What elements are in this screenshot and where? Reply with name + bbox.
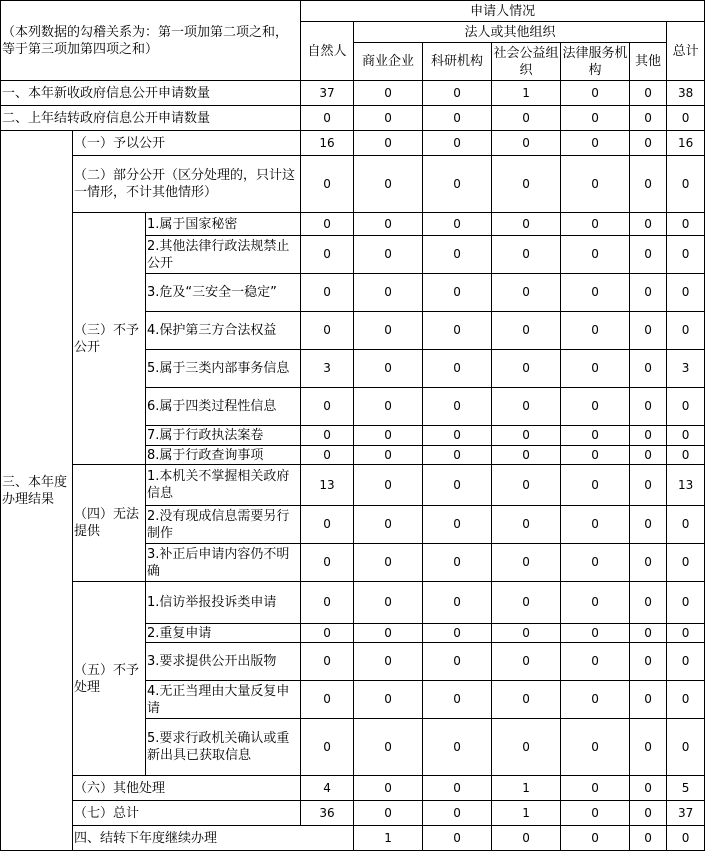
row-label: （一）予以公开 xyxy=(73,131,301,156)
cell-value: 0 xyxy=(561,156,630,213)
cell-value: 0 xyxy=(492,826,561,851)
table-row xyxy=(1,131,705,156)
cell-value: 0 xyxy=(423,446,492,465)
cell-value: 0 xyxy=(492,131,561,156)
cell-value: 0 xyxy=(354,156,423,213)
row-label: （六）其他处理 xyxy=(73,776,301,801)
table-row xyxy=(1,81,705,106)
cell-value: 0 xyxy=(630,506,667,544)
row-label: 5.属于三类内部事务信息 xyxy=(146,350,301,388)
cell-value: 0 xyxy=(423,719,492,776)
cell-value: 0 xyxy=(667,426,705,446)
cell-value: 0 xyxy=(561,350,630,388)
cell-value: 0 xyxy=(423,274,492,312)
cell-value: 0 xyxy=(630,156,667,213)
cell-value: 0 xyxy=(354,426,423,446)
table-row xyxy=(1,776,705,801)
cell-value: 1 xyxy=(354,826,423,851)
row-label: 6.属于四类过程性信息 xyxy=(146,388,301,426)
cell-value: 0 xyxy=(561,624,630,643)
cell-value: 37 xyxy=(667,801,705,826)
cell-value: 0 xyxy=(423,213,492,236)
row-label: 3.要求提供公开出版物 xyxy=(146,643,301,681)
cell-value: 0 xyxy=(301,236,354,274)
cell-value: 0 xyxy=(492,213,561,236)
cell-value: 0 xyxy=(301,446,354,465)
cell-value: 0 xyxy=(667,506,705,544)
table-row xyxy=(1,106,705,131)
cell-value: 0 xyxy=(354,213,423,236)
cell-value: 0 xyxy=(423,801,492,826)
cell-value: 0 xyxy=(354,312,423,350)
cell-value: 0 xyxy=(423,624,492,643)
row-label: （七）总计 xyxy=(73,801,301,826)
row-label: 2.重复申请 xyxy=(146,624,301,643)
cell-value: 0 xyxy=(301,544,354,582)
cell-value: 0 xyxy=(492,426,561,446)
cell-value: 0 xyxy=(561,506,630,544)
cell-value: 0 xyxy=(667,582,705,624)
cell-value: 3 xyxy=(301,350,354,388)
cell-value: 0 xyxy=(492,236,561,274)
cell-value: 0 xyxy=(667,544,705,582)
header-other: 其他 xyxy=(630,43,667,81)
cell-value: 0 xyxy=(354,643,423,681)
cell-value: 0 xyxy=(423,236,492,274)
table-row xyxy=(1,213,705,236)
table-row xyxy=(1,156,705,213)
row-label: 2.其他法律行政法规禁止公开 xyxy=(146,236,301,274)
header-research: 科研机构 xyxy=(423,43,492,81)
cell-value: 0 xyxy=(630,826,667,851)
cell-value: 0 xyxy=(561,106,630,131)
header-note: （本列数据的勾稽关系为：第一项加第二项之和，等于第三项加第四项之和） xyxy=(1,1,301,81)
cell-value: 0 xyxy=(301,582,354,624)
cell-value: 0 xyxy=(561,388,630,426)
cell-value: 0 xyxy=(492,465,561,506)
cell-value: 1 xyxy=(492,776,561,801)
cell-value: 1 xyxy=(492,801,561,826)
header-row-1 xyxy=(1,1,705,22)
cell-value: 0 xyxy=(492,544,561,582)
cell-value: 0 xyxy=(301,506,354,544)
group4-label: （四）无法提供 xyxy=(73,465,146,582)
cell-value: 0 xyxy=(492,312,561,350)
cell-value: 0 xyxy=(423,506,492,544)
cell-value: 0 xyxy=(667,446,705,465)
cell-value: 0 xyxy=(492,719,561,776)
cell-value: 0 xyxy=(354,719,423,776)
row-label: 7.属于行政执法案卷 xyxy=(146,426,301,446)
cell-value: 0 xyxy=(423,350,492,388)
cell-value: 0 xyxy=(301,681,354,719)
cell-value: 0 xyxy=(561,826,630,851)
cell-value: 0 xyxy=(354,801,423,826)
cell-value: 0 xyxy=(354,582,423,624)
cell-value: 0 xyxy=(492,106,561,131)
cell-value: 0 xyxy=(561,719,630,776)
cell-value: 5 xyxy=(667,776,705,801)
table-row xyxy=(1,465,705,506)
cell-value: 0 xyxy=(561,312,630,350)
cell-value: 0 xyxy=(492,274,561,312)
cell-value: 0 xyxy=(354,446,423,465)
cell-value: 0 xyxy=(667,719,705,776)
cell-value: 0 xyxy=(630,388,667,426)
cell-value: 0 xyxy=(354,81,423,106)
row-label: 四、结转下年度继续办理 xyxy=(73,826,354,851)
cell-value: 38 xyxy=(667,81,705,106)
cell-value: 0 xyxy=(667,213,705,236)
cell-value: 0 xyxy=(561,213,630,236)
cell-value: 0 xyxy=(667,106,705,131)
cell-value: 0 xyxy=(423,544,492,582)
section3-label: 三、本年度办理结果 xyxy=(1,131,73,851)
header-legal-service: 法律服务机构 xyxy=(561,43,630,81)
row-label: 4.无正当理由大量反复申请 xyxy=(146,681,301,719)
cell-value: 0 xyxy=(561,426,630,446)
cell-value: 0 xyxy=(492,506,561,544)
cell-value: 0 xyxy=(561,582,630,624)
cell-value: 0 xyxy=(492,446,561,465)
cell-value: 0 xyxy=(630,681,667,719)
cell-value: 0 xyxy=(630,213,667,236)
cell-value: 4 xyxy=(301,776,354,801)
cell-value: 0 xyxy=(561,776,630,801)
cell-value: 0 xyxy=(667,681,705,719)
cell-value: 0 xyxy=(667,388,705,426)
group3-label: （三）不予公开 xyxy=(73,213,146,465)
row-label: 5.要求行政机关确认或重新出具已获取信息 xyxy=(146,719,301,776)
cell-value: 0 xyxy=(630,312,667,350)
cell-value: 0 xyxy=(423,312,492,350)
cell-value: 0 xyxy=(354,776,423,801)
cell-value: 0 xyxy=(423,81,492,106)
row-label: 2.没有现成信息需要另行制作 xyxy=(146,506,301,544)
cell-value: 0 xyxy=(561,446,630,465)
cell-value: 0 xyxy=(561,236,630,274)
cell-value: 0 xyxy=(423,826,492,851)
cell-value: 0 xyxy=(630,446,667,465)
cell-value: 0 xyxy=(630,274,667,312)
cell-value: 0 xyxy=(301,106,354,131)
cell-value: 0 xyxy=(354,681,423,719)
cell-value: 0 xyxy=(354,544,423,582)
cell-value: 0 xyxy=(561,465,630,506)
cell-value: 0 xyxy=(301,624,354,643)
cell-value: 0 xyxy=(301,274,354,312)
header-applicant-situation: 申请人情况 xyxy=(301,1,705,22)
cell-value: 0 xyxy=(630,719,667,776)
row-label: 3.危及“三安全一稳定” xyxy=(146,274,301,312)
cell-value: 0 xyxy=(561,801,630,826)
row-label: 4.保护第三方合法权益 xyxy=(146,312,301,350)
cell-value: 0 xyxy=(423,388,492,426)
cell-value: 0 xyxy=(423,776,492,801)
cell-value: 0 xyxy=(561,643,630,681)
cell-value: 0 xyxy=(561,274,630,312)
table-row xyxy=(1,801,705,826)
row-label: 1.本机关不掌握相关政府信息 xyxy=(146,465,301,506)
header-public-welfare: 社会公益组织 xyxy=(492,43,561,81)
cell-value: 0 xyxy=(667,826,705,851)
table-row xyxy=(1,826,705,851)
cell-value: 0 xyxy=(301,388,354,426)
cell-value: 0 xyxy=(492,350,561,388)
cell-value: 0 xyxy=(354,388,423,426)
cell-value: 0 xyxy=(630,643,667,681)
cell-value: 0 xyxy=(423,131,492,156)
cell-value: 13 xyxy=(301,465,354,506)
cell-value: 0 xyxy=(301,312,354,350)
cell-value: 0 xyxy=(630,81,667,106)
cell-value: 16 xyxy=(667,131,705,156)
cell-value: 0 xyxy=(667,624,705,643)
cell-value: 0 xyxy=(492,624,561,643)
cell-value: 0 xyxy=(630,131,667,156)
cell-value: 0 xyxy=(630,106,667,131)
cell-value: 0 xyxy=(667,156,705,213)
cell-value: 0 xyxy=(354,350,423,388)
cell-value: 0 xyxy=(630,426,667,446)
cell-value: 0 xyxy=(354,465,423,506)
cell-value: 0 xyxy=(423,582,492,624)
cell-value: 3 xyxy=(667,350,705,388)
cell-value: 0 xyxy=(667,274,705,312)
cell-value: 0 xyxy=(630,624,667,643)
cell-value: 0 xyxy=(561,544,630,582)
cell-value: 0 xyxy=(423,681,492,719)
cell-value: 1 xyxy=(492,81,561,106)
cell-value: 0 xyxy=(630,801,667,826)
cell-value: 0 xyxy=(423,106,492,131)
table-row xyxy=(1,582,705,624)
cell-value: 0 xyxy=(492,643,561,681)
header-natural-person: 自然人 xyxy=(301,22,354,81)
header-legal-or-other: 法人或其他组织 xyxy=(354,22,667,43)
cell-value: 16 xyxy=(301,131,354,156)
cell-value: 0 xyxy=(354,131,423,156)
cell-value: 0 xyxy=(630,582,667,624)
cell-value: 13 xyxy=(667,465,705,506)
row-label: 3.补正后申请内容仍不明确 xyxy=(146,544,301,582)
cell-value: 0 xyxy=(630,350,667,388)
cell-value: 0 xyxy=(630,465,667,506)
cell-value: 0 xyxy=(354,624,423,643)
cell-value: 0 xyxy=(354,274,423,312)
header-commercial: 商业企业 xyxy=(354,43,423,81)
cell-value: 0 xyxy=(630,544,667,582)
row-label: 二、上年结转政府信息公开申请数量 xyxy=(1,106,301,131)
cell-value: 0 xyxy=(492,388,561,426)
cell-value: 0 xyxy=(630,236,667,274)
cell-value: 0 xyxy=(561,81,630,106)
cell-value: 0 xyxy=(561,131,630,156)
cell-value: 0 xyxy=(301,719,354,776)
cell-value: 0 xyxy=(301,426,354,446)
cell-value: 0 xyxy=(630,776,667,801)
cell-value: 0 xyxy=(423,156,492,213)
cell-value: 0 xyxy=(561,681,630,719)
cell-value: 0 xyxy=(492,156,561,213)
cell-value: 0 xyxy=(354,506,423,544)
cell-value: 0 xyxy=(667,643,705,681)
cell-value: 0 xyxy=(301,213,354,236)
row-label: 一、本年新收政府信息公开申请数量 xyxy=(1,81,301,106)
cell-value: 0 xyxy=(667,236,705,274)
cell-value: 0 xyxy=(301,643,354,681)
cell-value: 0 xyxy=(423,465,492,506)
cell-value: 0 xyxy=(301,156,354,213)
cell-value: 0 xyxy=(667,312,705,350)
cell-value: 0 xyxy=(492,681,561,719)
cell-value: 0 xyxy=(354,106,423,131)
cell-value: 0 xyxy=(492,582,561,624)
row-label: 1.属于国家秘密 xyxy=(146,213,301,236)
group5-label: （五）不予处理 xyxy=(73,582,146,776)
header-total: 总计 xyxy=(667,22,705,81)
row-label: 1.信访举报投诉类申请 xyxy=(146,582,301,624)
cell-value: 0 xyxy=(354,236,423,274)
row-label: （二）部分公开（区分处理的，只计这一情形，不计其他情形） xyxy=(73,156,301,213)
row-label: 8.属于行政查询事项 xyxy=(146,446,301,465)
cell-value: 0 xyxy=(423,426,492,446)
cell-value: 37 xyxy=(301,81,354,106)
cell-value: 0 xyxy=(423,643,492,681)
cell-value: 36 xyxy=(301,801,354,826)
